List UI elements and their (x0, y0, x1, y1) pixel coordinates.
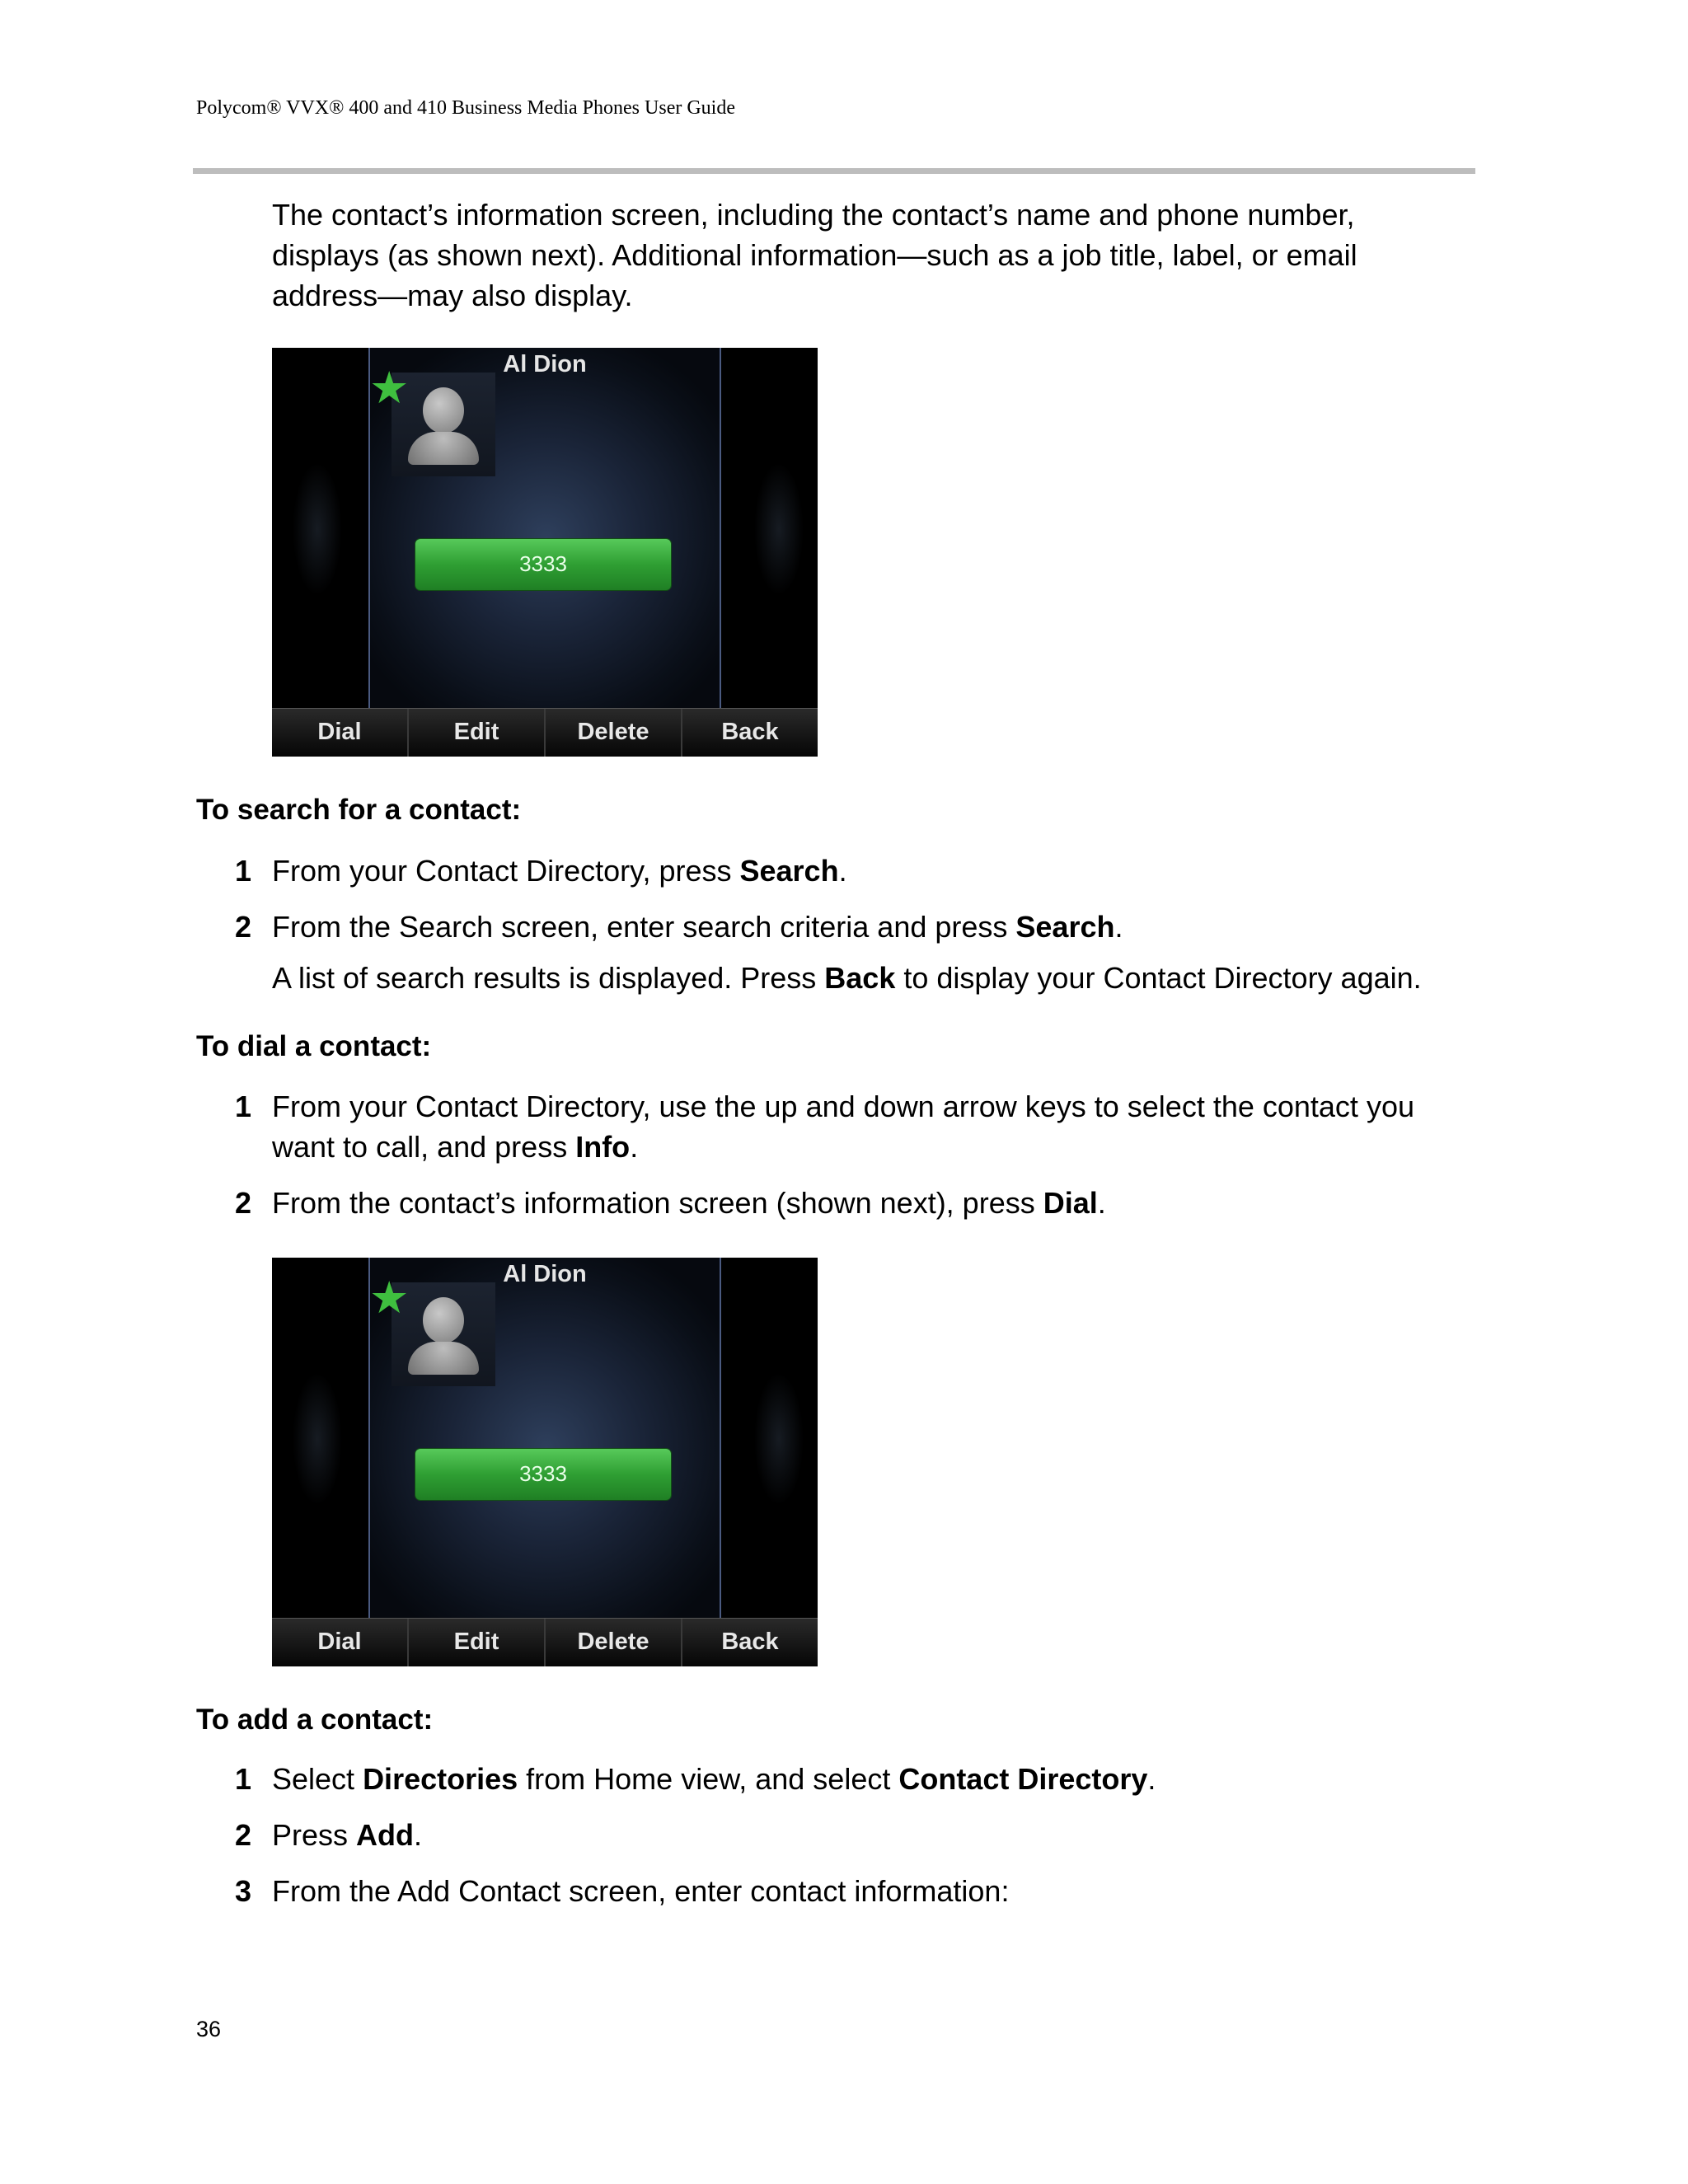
favorite-star-icon: ★ (369, 363, 410, 413)
screen-bezel-left (272, 1258, 368, 1618)
contact-number-button[interactable]: 3333 (415, 1449, 671, 1500)
screen-bezel-left (272, 348, 368, 708)
phone-contact-info-screenshot (272, 348, 818, 757)
page-number: 36 (196, 2017, 222, 2041)
softkey-bar (272, 1618, 818, 1666)
favorite-star-icon: ★ (369, 1273, 410, 1323)
intro-line: address—may also display. (272, 279, 633, 312)
section-heading-dial: To dial a contact: (196, 1030, 432, 1062)
edit-softkey[interactable]: Edit (409, 709, 546, 757)
contact-number-button[interactable]: 3333 (415, 539, 671, 590)
dial-softkey[interactable]: Dial (272, 709, 409, 757)
phone-contact-info-screenshot (272, 1258, 818, 1666)
delete-softkey[interactable]: Delete (546, 1619, 682, 1666)
document-header: Polycom® VVX® 400 and 410 Business Media Phones User Guide (196, 97, 735, 119)
softkey-bar (272, 708, 818, 757)
header-divider (193, 168, 1475, 174)
intro-paragraph (272, 194, 1459, 316)
intro-line: The contact’s information screen, including the contact’s name and phone number, (272, 198, 1355, 232)
edit-softkey[interactable]: Edit (409, 1619, 546, 1666)
back-softkey[interactable]: Back (721, 719, 779, 745)
screen-bezel-right (721, 1258, 818, 1618)
section-heading-search: To search for a contact: (196, 794, 522, 826)
dial-softkey[interactable]: Dial (272, 1619, 409, 1666)
section-heading-add: To add a contact: (196, 1704, 434, 1736)
contact-name: Al Dion (503, 1261, 587, 1287)
delete-softkey[interactable]: Delete (546, 709, 682, 757)
intro-line: displays (as shown next). Additional information—such as a job title, label, or email (272, 238, 1357, 272)
screen-bezel-right (721, 348, 818, 708)
back-softkey[interactable]: Back (721, 1629, 779, 1655)
contact-name: Al Dion (503, 351, 587, 377)
